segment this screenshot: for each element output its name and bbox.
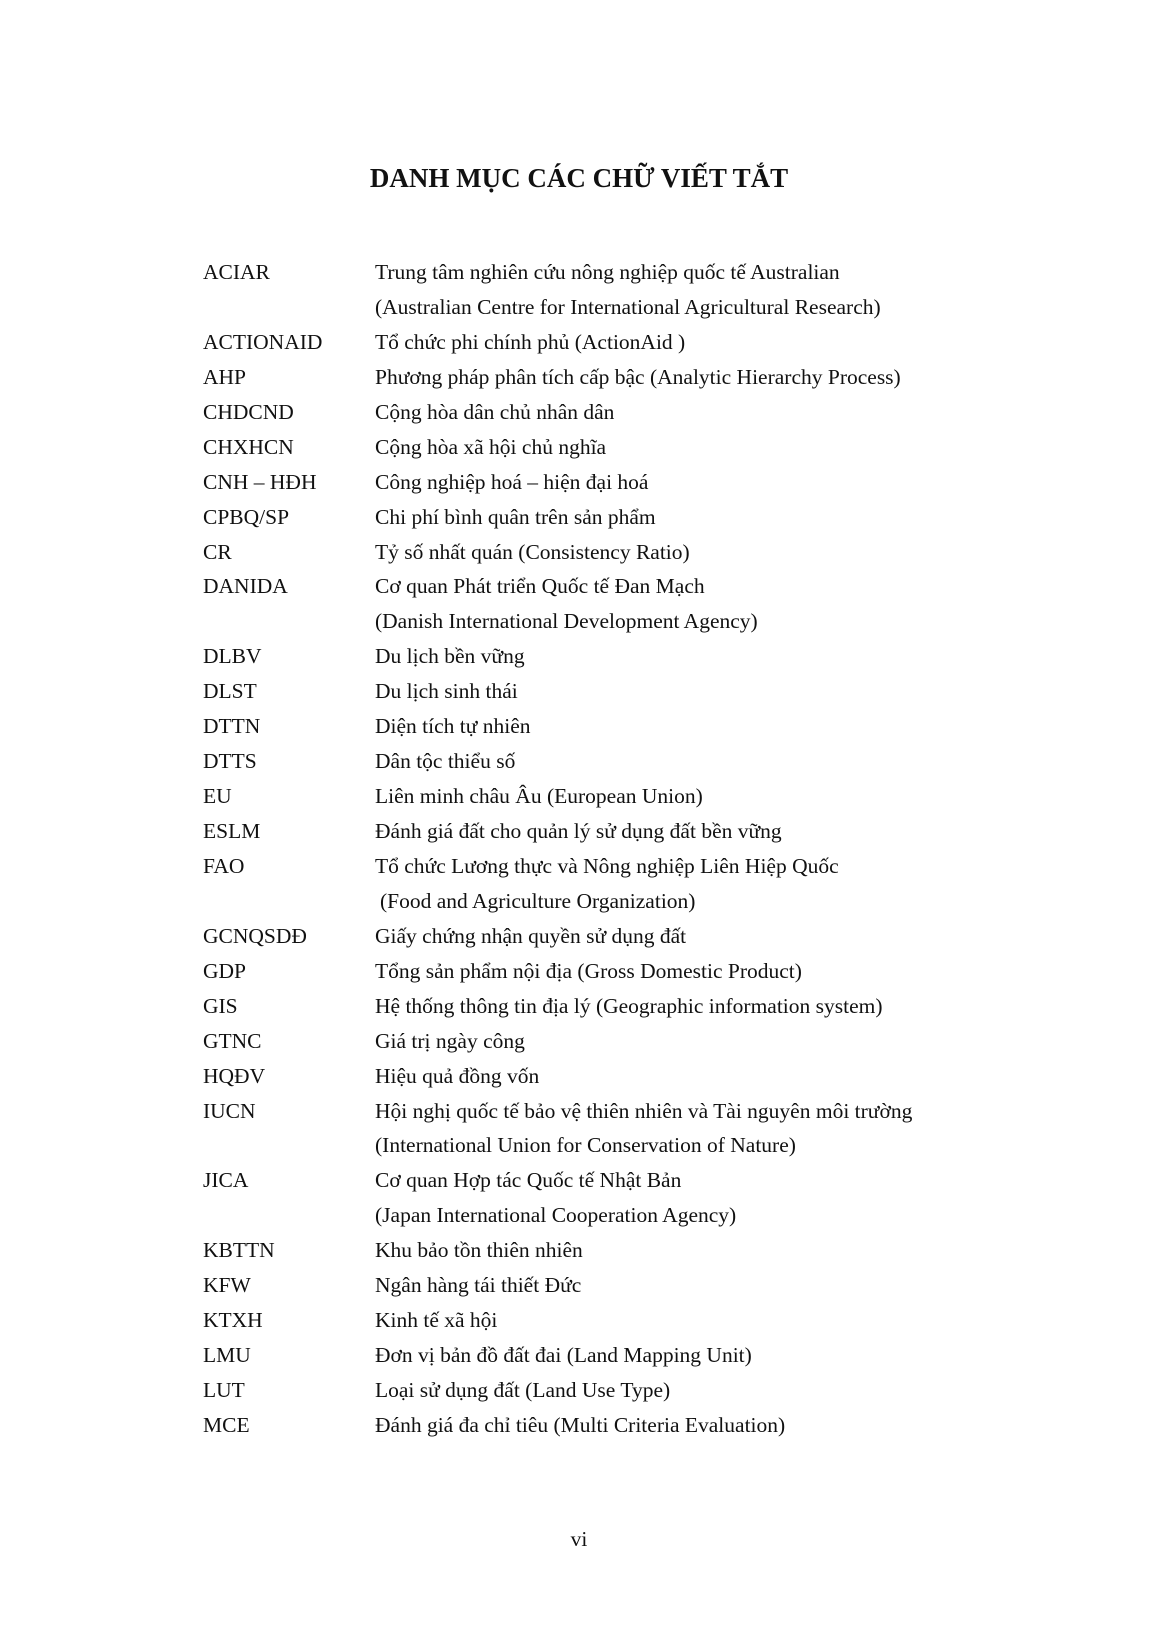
abbreviation-term: DTTN — [203, 714, 261, 739]
abbreviation-definition: Ngân hàng tái thiết Đức — [375, 1273, 582, 1298]
abbreviation-term: GDP — [203, 958, 247, 983]
abbreviation-term: ACIAR — [203, 260, 270, 284]
abbreviation-term: CR — [203, 539, 232, 564]
abbreviation-definition: Cơ quan Hợp tác Quốc tế Nhật Bản — [375, 1168, 682, 1193]
abbreviation-term: HQĐV — [203, 1063, 266, 1088]
abbreviation-definition: Phương pháp phân tích cấp bậc (Analytic Hierarchy Process) — [375, 364, 901, 389]
abbreviation-row — [203, 954, 1103, 989]
abbreviation-row — [203, 674, 1103, 709]
abbreviation-term: FAO — [203, 853, 245, 878]
page-title: DANH MỤC CÁC CHỮ VIẾT TẮT — [369, 163, 789, 193]
abbreviation-row — [203, 430, 1103, 465]
abbreviation-row — [203, 1408, 1103, 1443]
abbreviation-row — [203, 814, 1103, 849]
abbreviation-row — [203, 989, 1103, 1024]
abbreviation-definition: Trung tâm nghiên cứu nông nghiệp quốc tế Australian — [375, 260, 840, 284]
abbreviation-term: CPBQ/SP — [203, 504, 290, 529]
abbreviation-definition: (Japan International Cooperation Agency) — [375, 1203, 737, 1228]
abbreviation-definition: Đánh giá đất cho quản lý sử dụng đất bền vững — [375, 819, 782, 843]
abbreviation-definition: Công nghiệp hoá – hiện đại hoá — [375, 469, 649, 494]
abbreviation-row — [203, 255, 1103, 290]
abbreviation-term: KBTTN — [203, 1238, 275, 1263]
abbreviation-definition: Diện tích tự nhiên — [375, 714, 531, 739]
abbreviation-row — [203, 500, 1103, 535]
abbreviation-definition: Chi phí bình quân trên sản phẩm — [375, 504, 656, 529]
abbreviation-row — [203, 1198, 1103, 1233]
abbreviation-row — [203, 884, 1103, 919]
abbreviation-term: KTXH — [203, 1308, 263, 1333]
abbreviation-term: AHP — [203, 364, 247, 389]
abbreviation-term: JICA — [203, 1168, 249, 1193]
abbreviation-row — [203, 1233, 1103, 1268]
abbreviation-definition: Giá trị ngày công — [375, 1028, 525, 1053]
abbreviation-row — [203, 1163, 1103, 1198]
abbreviation-definition: Đánh giá đa chỉ tiêu (Multi Criteria Evaluation) — [375, 1412, 786, 1437]
abbreviation-definition: Tổ chức Lương thực và Nông nghiệp Liên Hiệp Quốc — [375, 853, 839, 878]
abbreviation-definition: (Danish International Development Agency) — [375, 609, 758, 634]
abbreviation-definition: Liên minh châu Âu (European Union) — [375, 784, 703, 809]
abbreviation-definition: Hệ thống thông tin địa lý (Geographic information system) — [375, 993, 883, 1018]
abbreviation-row — [203, 395, 1103, 430]
abbreviation-definition: Loại sử dụng đất (Land Use Type) — [375, 1378, 671, 1402]
abbreviation-row — [203, 639, 1103, 674]
page-number: vi — [570, 1527, 588, 1551]
abbreviation-term: CNH – HĐH — [203, 469, 317, 494]
abbreviation-definition: Kinh tế xã hội — [375, 1308, 498, 1333]
abbreviation-definition: Cộng hòa xã hội chủ nghĩa — [375, 434, 607, 459]
abbreviation-term: KFW — [203, 1273, 251, 1298]
abbreviation-definition: Giấy chứng nhận quyền sử dụng đất — [375, 923, 687, 948]
abbreviation-row — [203, 1303, 1103, 1338]
abbreviation-row — [203, 1268, 1103, 1303]
abbreviation-term: LUT — [203, 1378, 245, 1402]
abbreviation-definition: Du lịch sinh thái — [375, 679, 518, 704]
abbreviation-row — [203, 1024, 1103, 1059]
abbreviation-row — [203, 290, 1103, 325]
abbreviation-definition: Tổng sản phẩm nội địa (Gross Domestic Product) — [375, 958, 802, 983]
abbreviation-definition: Hội nghị quốc tế bảo vệ thiên nhiên và Tài nguyên môi trường — [375, 1098, 913, 1123]
abbreviation-row — [203, 744, 1103, 779]
abbreviation-definition: Dân tộc thiểu số — [375, 749, 516, 774]
abbreviation-definition: Khu bảo tồn thiên nhiên — [375, 1238, 583, 1263]
abbreviation-term: GCNQSDĐ — [203, 923, 307, 948]
abbreviation-definition: Đơn vị bản đồ đất đai (Land Mapping Unit) — [375, 1343, 752, 1368]
abbreviation-row — [203, 849, 1103, 884]
abbreviation-row — [203, 779, 1103, 814]
abbreviation-row — [203, 535, 1103, 570]
abbreviation-row — [203, 325, 1103, 360]
abbreviation-row — [203, 465, 1103, 500]
abbreviation-term: DANIDA — [203, 574, 288, 599]
abbreviation-definition: Cơ quan Phát triển Quốc tế Đan Mạch — [375, 574, 705, 599]
abbreviation-term: MCE — [203, 1412, 250, 1437]
abbreviation-definition: Tổ chức phi chính phủ (ActionAid ) — [375, 329, 686, 354]
abbreviation-term: CHXHCN — [203, 434, 294, 459]
abbreviation-definition: (Australian Centre for International Agricultural Research) — [375, 294, 881, 319]
abbreviation-row — [203, 1128, 1103, 1163]
abbreviation-row — [203, 604, 1103, 639]
abbreviation-term: IUCN — [203, 1098, 256, 1123]
abbreviation-term: DLST — [203, 679, 257, 704]
abbreviation-term: CHDCND — [203, 399, 294, 424]
abbreviation-definition: Cộng hòa dân chủ nhân dân — [375, 399, 615, 424]
abbreviation-definition: (International Union for Conservation of Nature) — [375, 1133, 796, 1158]
abbreviation-term: DTTS — [203, 749, 257, 774]
abbreviation-term: DLBV — [203, 644, 262, 669]
abbreviation-row — [203, 569, 1103, 604]
abbreviation-definition: Du lịch bền vững — [375, 644, 525, 669]
abbreviation-definition: (Food and Agriculture Organization) — [380, 888, 696, 913]
abbreviation-term: GTNC — [203, 1028, 262, 1053]
abbreviation-row — [203, 919, 1103, 954]
abbreviation-term: GIS — [203, 993, 238, 1018]
abbreviation-term: EU — [203, 784, 232, 809]
abbreviation-term: LMU — [203, 1343, 251, 1368]
abbreviation-definition: Hiệu quả đồng vốn — [375, 1063, 540, 1088]
abbreviation-term: ACTIONAID — [203, 329, 323, 354]
abbreviation-row — [203, 1338, 1103, 1373]
abbreviation-row — [203, 1059, 1103, 1094]
abbreviation-list — [203, 255, 1103, 1443]
abbreviation-term: ESLM — [203, 819, 261, 843]
abbreviation-definition: Tỷ số nhất quán (Consistency Ratio) — [375, 539, 690, 564]
abbreviation-row — [203, 709, 1103, 744]
abbreviation-row — [203, 360, 1103, 395]
abbreviation-row — [203, 1373, 1103, 1408]
abbreviation-row — [203, 1094, 1103, 1129]
